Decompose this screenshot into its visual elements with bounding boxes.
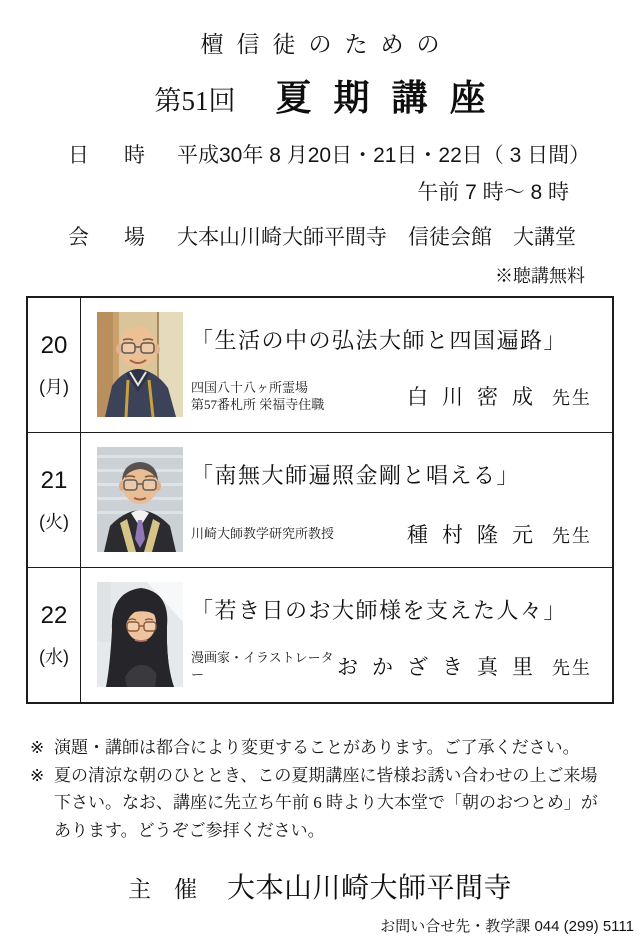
date-cell: [28, 568, 81, 702]
note-text: 夏の清涼な朝のひととき、この夏期講座に皆様お誘い合わせの上ご来場下さい。なお、講座に先立ち午前 6 時より大本堂で「朝のおつとめ」があります。どうぞご参拝ください。: [54, 766, 598, 840]
speaker-name: 白川密成: [407, 386, 547, 410]
lecture-cell: [81, 568, 612, 702]
lecture-bottom: [191, 519, 592, 549]
free-admission-note: ※聴講無料: [495, 266, 585, 286]
day-weekday: (火): [39, 511, 69, 532]
time-value: 午前 7 時～ 8 時: [417, 181, 569, 204]
day-weekday: (月): [39, 376, 69, 397]
speaker-honorific: 先生: [552, 388, 592, 409]
speaker-affiliation: [191, 525, 334, 543]
speaker-affiliation: [191, 649, 337, 684]
day-number: 21: [40, 466, 68, 494]
day-number: 20: [40, 331, 68, 359]
table-row: [28, 298, 612, 432]
sponsor-label: 主 催: [127, 875, 197, 902]
schedule-table: [26, 296, 614, 704]
sponsor-row: [0, 866, 640, 906]
lecture-bottom: [191, 649, 592, 684]
lecture-content: [191, 582, 592, 689]
venue-row: [68, 221, 640, 251]
note-marker: ※: [30, 738, 45, 757]
lecturer-photo-monk: [97, 312, 183, 417]
lecture-cell: [81, 298, 612, 432]
table-row: [28, 567, 612, 702]
speaker-affiliation: [191, 379, 324, 414]
datetime-value: 平成30年 8 月20日・21日・22日（ 3 日間）: [177, 144, 591, 167]
venue-value: 大本山川崎大師平間寺 信徒会館 大講堂: [177, 226, 576, 249]
day-number: 22: [40, 601, 68, 629]
lecture-content: [191, 312, 592, 419]
speaker-honorific: 先生: [552, 526, 592, 546]
speaker-honorific: 先生: [552, 658, 592, 679]
flyer-subtitle: 檀信徒のための: [200, 32, 453, 57]
contact-info: お問い合せ先・教学課 044 (299) 5111: [380, 917, 634, 935]
affiliation-line: 四国八十八ヶ所霊場: [191, 379, 309, 395]
note-item: [30, 762, 612, 844]
note-text: 演題・講師は都合により変更することがあります。ご了承ください。: [54, 738, 580, 757]
note-marker: ※: [30, 766, 45, 786]
speaker: [407, 519, 592, 549]
notes-section: [30, 734, 612, 844]
table-row: [28, 432, 612, 567]
lecture-bottom: [191, 379, 592, 414]
affiliation-line: 川崎大師教学研究所教授: [191, 526, 335, 542]
affiliation-line: 第57番札所 栄福寺住職: [191, 397, 325, 413]
lecturer-photo-illustrator: [97, 582, 183, 687]
day-weekday: (水): [39, 646, 69, 667]
date-cell: [28, 298, 81, 432]
lecture-title: 「若き日のお大師様を支えた人々」: [191, 598, 568, 623]
speaker: [407, 381, 592, 411]
speaker-name: おかざき真里: [337, 656, 547, 680]
lecturer-photo-professor: [97, 447, 183, 552]
datetime-label: 日 時: [68, 144, 152, 167]
note-item: [30, 734, 612, 761]
event-info: [68, 139, 640, 251]
session-number: 第51回: [154, 86, 236, 116]
date-cell: [28, 433, 81, 567]
lecture-cell: [81, 433, 612, 567]
speaker-name: 種村隆元: [407, 524, 547, 547]
speaker: [337, 651, 592, 681]
lecture-title: 「生活の中の弘法大師と四国遍路」: [191, 328, 568, 353]
lecture-title: 「南無大師遍照金剛と唱える」: [191, 463, 521, 488]
flyer-title-row: [0, 70, 640, 121]
venue-label: 会 場: [68, 226, 152, 249]
lecture-content: [191, 447, 592, 554]
flyer-main-title: 夏期講座: [275, 78, 508, 118]
affiliation-line: 漫画家・イラストレーター: [191, 649, 334, 683]
datetime-row: [68, 139, 640, 169]
sponsor-name: 大本山川崎大師平間寺: [226, 871, 512, 903]
